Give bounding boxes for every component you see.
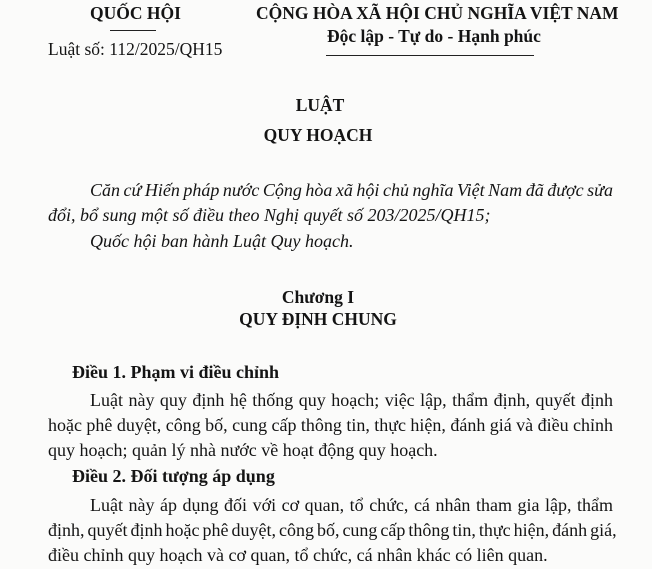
article-line: Luật này quy định hệ thống quy hoạch; việc lập, thẩm định, quyết định — [90, 390, 613, 410]
motto-underline — [326, 55, 534, 56]
law-name: QUY HOẠCH — [263, 125, 373, 145]
motto: Độc lập - Tự do - Hạnh phúc — [327, 26, 541, 46]
article-heading: Điều 1. Phạm vi điều chỉnh — [72, 362, 280, 382]
article-line: hoặc phê duyệt, công bố, cung cấp thông tin, thực hiện, đánh giá và điều chỉnh — [48, 415, 613, 435]
chapter-title: QUY ĐỊNH CHUNG — [239, 309, 397, 329]
law-number: Luật số: 112/2025/QH15 — [48, 39, 223, 59]
preamble-line: Căn cứ Hiến pháp nước Cộng hòa xã hội chủ nghĩa Việt Nam đã được sửa — [90, 180, 613, 200]
preamble-line: Quốc hội ban hành Luật Quy hoạch. — [90, 231, 354, 251]
chapter-number: Chương I — [281, 287, 355, 307]
issuer: QUỐC HỘI — [90, 3, 181, 23]
issuer-underline — [110, 30, 156, 31]
article-line: quy hoạch; quản lý nhà nước về hoạt động quy hoạch. — [48, 440, 438, 460]
article-line: điều chỉnh quy hoạch và cơ quan, tổ chức, cá nhân khác có liên quan. — [48, 545, 548, 565]
article-line: Luật này áp dụng đối với cơ quan, tổ chức, cá nhân tham gia lập, thẩm — [90, 495, 613, 515]
nation-title: CỘNG HÒA XÃ HỘI CHỦ NGHĨA VIỆT NAM — [256, 3, 619, 23]
doc-type: LUẬT — [295, 95, 345, 115]
preamble-line: đổi, bổ sung một số điều theo Nghị quyết số 203/2025/QH15; — [48, 205, 491, 225]
article-line: định, quyết định hoặc phê duyệt, công bố, cung cấp thông tin, thực hiện, đánh giá, — [48, 520, 617, 540]
article-heading: Điều 2. Đối tượng áp dụng — [72, 466, 275, 486]
